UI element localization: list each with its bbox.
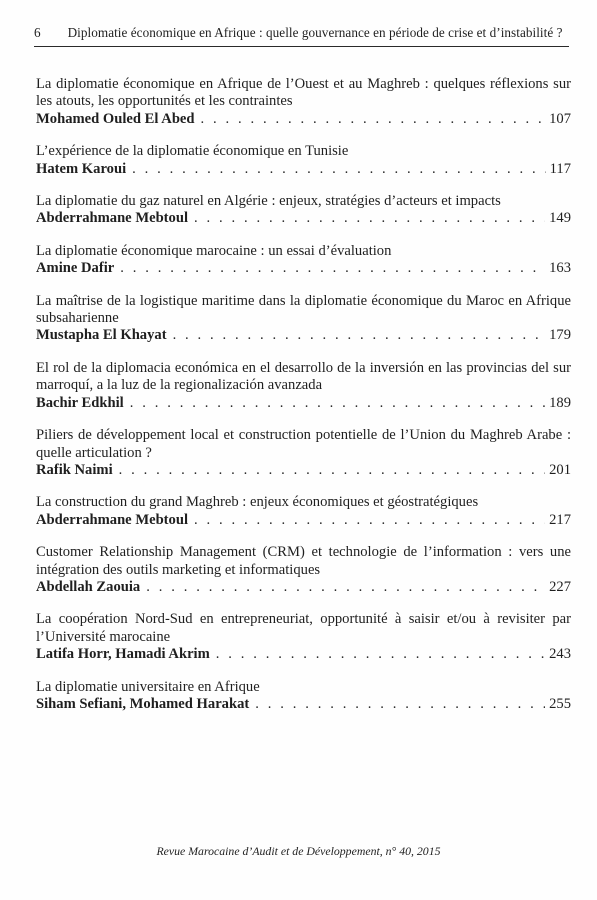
toc-author-line (36, 579, 571, 596)
toc-entry-page: 227 (549, 578, 571, 595)
toc-entry-page: 243 (549, 646, 571, 663)
dot-leader (146, 579, 545, 596)
dot-leader (201, 111, 546, 128)
page-number: 6 (34, 25, 41, 40)
toc-entry-page: 117 (549, 160, 571, 177)
dot-leader (194, 512, 545, 529)
toc-author-line (36, 260, 571, 277)
toc-author-line (36, 462, 571, 479)
toc-entry-title: Customer Relationship Management (CRM) et technologie de l’information : vers une intégration des outils marketing et informatiques (36, 544, 571, 578)
toc-entry-page: 255 (549, 695, 571, 712)
toc-entry-title: La construction du grand Maghreb : enjeux économiques et géostratégiques (36, 494, 479, 511)
toc-entry-author: Rafik Naimi (36, 461, 113, 478)
toc-author-line (36, 111, 571, 128)
toc-entry-author: Abderrahmane Mebtoul (36, 210, 189, 227)
toc-entry-page: 217 (549, 511, 571, 528)
toc-entry (36, 293, 571, 345)
toc-entry-title: Piliers de développement local et construction potentielle de l’Union du Maghreb Arabe : quelle articulation ? (36, 427, 571, 461)
running-footer: Revue Marocaine d’Audit et de Développement, n° 40, 2015 (156, 844, 441, 858)
toc-entry-author: Bachir Edkhil (36, 394, 124, 411)
toc-entry (36, 360, 571, 412)
toc-entry (36, 76, 571, 128)
dot-leader (173, 327, 546, 344)
toc-entry-title: La diplomatie du gaz naturel en Algérie : enjeux, stratégies d’acteurs et impacts (36, 193, 501, 210)
toc-entry-page: 149 (549, 210, 571, 227)
toc-entry (36, 494, 571, 529)
dot-leader (255, 696, 545, 713)
dot-leader (130, 395, 545, 412)
toc-author-line (36, 696, 571, 713)
toc-entry-author: Hatem Karoui (36, 160, 127, 177)
toc-entry (36, 611, 571, 663)
toc-entry-page: 189 (549, 394, 571, 411)
toc-entry-title: La diplomatie économique en Afrique de l’Ouest et au Maghreb : quelques réflexions sur les atouts, les opportunités et les contraintes (36, 76, 571, 110)
dot-leader (132, 161, 546, 178)
toc-entry-author: Abdellah Zaouia (36, 578, 141, 595)
toc-entry (36, 143, 571, 178)
toc-entry-author: Siham Sefiani, Mohamed Harakat (36, 695, 250, 712)
toc-entry-title: La maîtrise de la logistique maritime dans la diplomatie économique du Maroc en Afrique subsaharienne (36, 292, 571, 327)
toc-author-line (36, 646, 571, 663)
toc-entry-title: La coopération Nord-Sud en entrepreneuriat, opportunité à saisir et/ou à revisiter par l’Université marocaine (36, 611, 571, 645)
toc-entry-author: Mustapha El Khayat (36, 327, 167, 344)
toc-entry-author: Mohamed Ouled El Abed (36, 110, 195, 127)
toc-entry-author: Amine Dafir (36, 260, 115, 277)
toc-author-line (36, 512, 571, 529)
toc-entry-page: 201 (549, 461, 571, 478)
toc-author-line (36, 395, 571, 412)
toc-entry-page: 179 (549, 327, 571, 344)
toc-entry (36, 544, 571, 596)
dot-leader (120, 260, 545, 277)
toc-entry-page: 163 (549, 260, 571, 277)
running-header-title: Diplomatie économique en Afrique : quelle gouvernance en période de crise et d’instabilité ? (67, 25, 563, 40)
toc-entry-title: L’expérience de la diplomatie économique en Tunisie (36, 143, 349, 160)
toc-author-line (36, 327, 571, 344)
dot-leader (119, 462, 545, 479)
table-of-contents (36, 76, 571, 713)
toc-entry (36, 243, 571, 278)
toc-entry (36, 427, 571, 479)
toc-entry-page: 107 (549, 110, 571, 127)
toc-entry (36, 679, 571, 714)
toc-entry-author: Abderrahmane Mebtoul (36, 511, 189, 528)
dot-leader (216, 646, 545, 663)
running-header (34, 24, 569, 42)
dot-leader (194, 210, 545, 227)
toc-author-line (36, 161, 571, 178)
toc-entry-author: Latifa Horr, Hamadi Akrim (36, 646, 210, 663)
toc-author-line (36, 210, 571, 227)
toc-entry (36, 193, 571, 228)
toc-entry-title: La diplomatie économique marocaine : un essai d’évaluation (36, 242, 392, 259)
toc-entry-title: La diplomatie universitaire en Afrique (36, 678, 260, 695)
toc-entry-title: El rol de la diplomacia económica en el desarrollo de la inversión en las provincias del sur marroquí, a la luz de la regionalización avanzada (36, 359, 571, 394)
header-divider (34, 46, 569, 47)
